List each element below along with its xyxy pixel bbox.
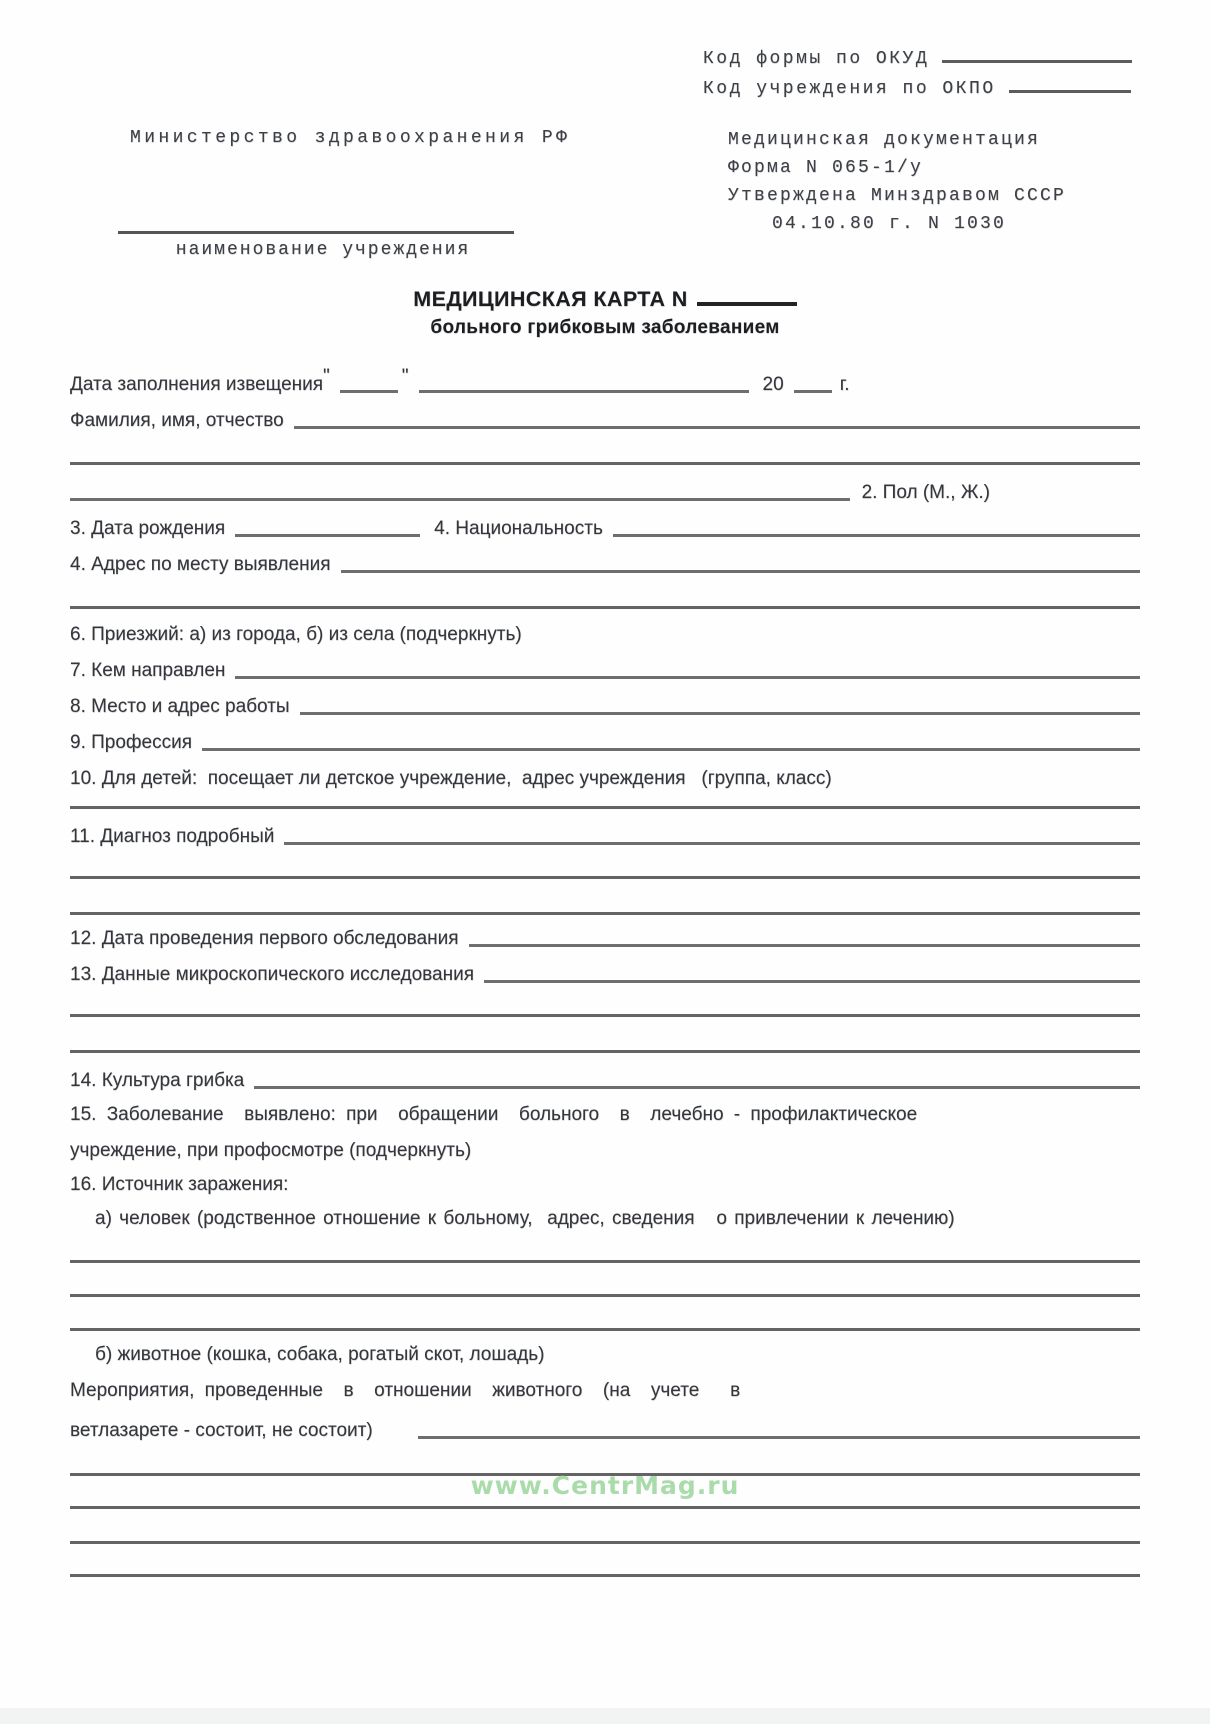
notice-year-line [794, 390, 832, 393]
blank-line [70, 1541, 1140, 1544]
blank-line [70, 806, 1140, 809]
notice-date-label: Дата заполнения извещения [70, 374, 324, 395]
referred-by-row [70, 648, 1140, 684]
okud-code-line [942, 46, 1132, 63]
culture-line [254, 1086, 1140, 1089]
fio-row [70, 398, 1140, 434]
form-codes-block [703, 44, 1132, 104]
diagnosis-line [284, 842, 1140, 845]
fio-line [294, 426, 1140, 429]
notice-month-line [419, 390, 749, 393]
source-animal-row [70, 1336, 1140, 1368]
sex-row [70, 470, 1140, 506]
blank-line [70, 606, 1140, 609]
measures-row-2 [70, 1404, 1140, 1444]
detected-text-2: учреждение, при профосмотре (подчеркнуть) [70, 1140, 472, 1161]
notice-year-suffix: г. [839, 374, 850, 395]
blank-line-row [70, 1022, 1140, 1058]
blank-line-row [70, 884, 1140, 920]
visitor-row [70, 614, 1140, 648]
okud-code-row [703, 44, 1132, 74]
detected-row-1 [70, 1094, 1140, 1128]
ministry-name: Министерство здравоохранения РФ [130, 128, 571, 148]
infection-source-row [70, 1164, 1140, 1198]
source-human-row [70, 1198, 1140, 1232]
notice-year-prefix: 20 [762, 374, 784, 395]
work-line [300, 712, 1140, 715]
blank-line-row [70, 792, 1140, 814]
fio-label: Фамилия, имя, отчество [70, 410, 284, 431]
card-title: МЕДИЦИНСКАЯ КАРТА N [413, 287, 688, 311]
referred-by-line [235, 676, 1140, 679]
institution-name-line [118, 205, 514, 234]
profession-label: 9. Профессия [70, 732, 193, 753]
microscopy-row [70, 952, 1140, 988]
okpo-code-row [703, 74, 1132, 104]
source-human-text: а) человек (родственное отношение к больному, адрес, сведения о привлечении к лечению) [95, 1208, 955, 1229]
birth-date-line [235, 534, 420, 537]
blank-line [70, 912, 1140, 915]
detected-text-1: 15. Заболевание выявлено: при обращении больного в лечебно - профилактическое [70, 1104, 918, 1125]
blank-line-row [70, 988, 1140, 1022]
source-animal-text: б) животное (кошка, собака, рогатый скот, лошадь) [95, 1344, 545, 1365]
microscopy-label: 13. Данные микроскопического исследования [70, 964, 474, 985]
profession-row [70, 720, 1140, 756]
blank-line-row [70, 1268, 1140, 1302]
address-row [70, 542, 1140, 578]
microscopy-line [484, 980, 1140, 983]
doc-note-block [728, 126, 1066, 238]
institution-name-caption: наименование учреждения [175, 240, 471, 260]
culture-label: 14. Культура грибка [70, 1070, 245, 1091]
work-label: 8. Место и адрес работы [70, 696, 290, 717]
close-quote: " [401, 366, 409, 387]
blank-line-row [70, 1232, 1140, 1268]
nationality-label: 4. Национальность [434, 518, 603, 539]
vet-line [418, 1436, 1140, 1439]
notice-date-row [70, 362, 1140, 398]
watermark: www.CentrMag.ru [470, 1471, 740, 1500]
blank-line [70, 1328, 1140, 1331]
address-label: 4. Адрес по месту выявления [70, 554, 331, 575]
approval-note: Утверждена Минздравом СССР [728, 186, 1067, 206]
blank-line [70, 1294, 1140, 1297]
title-block [0, 284, 1210, 342]
diagnosis-row [70, 814, 1140, 850]
sex-label: 2. Пол (М., Ж.) [861, 482, 990, 503]
okpo-code-line [1009, 76, 1131, 93]
blank-line-row [70, 578, 1140, 614]
children-text: 10. Для детей: посещает ли детское учреждение, адрес учреждения (группа, класс) [70, 768, 832, 789]
referred-by-label: 7. Кем направлен [70, 660, 226, 681]
diagnosis-label: 11. Диагноз подробный [70, 826, 275, 847]
children-row [70, 756, 1140, 792]
blank-line [70, 462, 1140, 465]
card-title-row [0, 284, 1210, 314]
blank-line [70, 1506, 1140, 1509]
blank-line [70, 1260, 1140, 1263]
approval-date-note: 04.10.80 г. N 1030 [772, 214, 1007, 234]
measures-row-1 [70, 1368, 1140, 1404]
detected-row-2 [70, 1128, 1140, 1164]
infection-source-text: 16. Источник заражения: [70, 1174, 289, 1195]
blank-line-row [70, 850, 1140, 884]
measures-text-1: Мероприятия, проведенные в отношении животного (на учете в [70, 1380, 741, 1401]
doc-type-note: Медицинская документация [728, 130, 1041, 150]
profession-line [202, 748, 1140, 751]
form-number-note: Форма N 065-1/у [728, 158, 924, 178]
blank-line-row [70, 1514, 1140, 1549]
blank-line [70, 1050, 1140, 1053]
work-row [70, 684, 1140, 720]
nationality-line [613, 534, 1140, 537]
institution-block [118, 205, 528, 260]
birth-date-label: 3. Дата рождения [70, 518, 226, 539]
first-exam-line [469, 944, 1140, 947]
open-quote: " [323, 366, 330, 387]
blank-line-row [70, 1302, 1140, 1336]
birth-nationality-row [70, 506, 1140, 542]
okud-code-label: Код формы по ОКУД [703, 49, 930, 69]
blank-line-row [70, 1549, 1140, 1582]
blank-line [70, 1014, 1140, 1017]
notice-day-line [340, 390, 398, 393]
card-number-line [697, 286, 797, 306]
blank-line [70, 876, 1140, 879]
okpo-code-label: Код учреждения по ОКПО [703, 79, 996, 99]
first-exam-row [70, 920, 1140, 952]
blank-line [70, 1574, 1140, 1577]
visitor-text: 6. Приезжий: а) из города, б) из села (подчеркнуть) [70, 624, 522, 645]
card-subtitle: больного грибковым заболеванием [430, 317, 780, 338]
measures-label-2: ветлазарете - состоит, не состоит) [70, 1420, 373, 1441]
form-body [70, 362, 1140, 1582]
blank-line-row [70, 434, 1140, 470]
culture-row [70, 1058, 1140, 1094]
address-line [341, 570, 1141, 573]
first-exam-label: 12. Дата проведения первого обследования [70, 928, 459, 949]
sex-line [70, 498, 850, 501]
